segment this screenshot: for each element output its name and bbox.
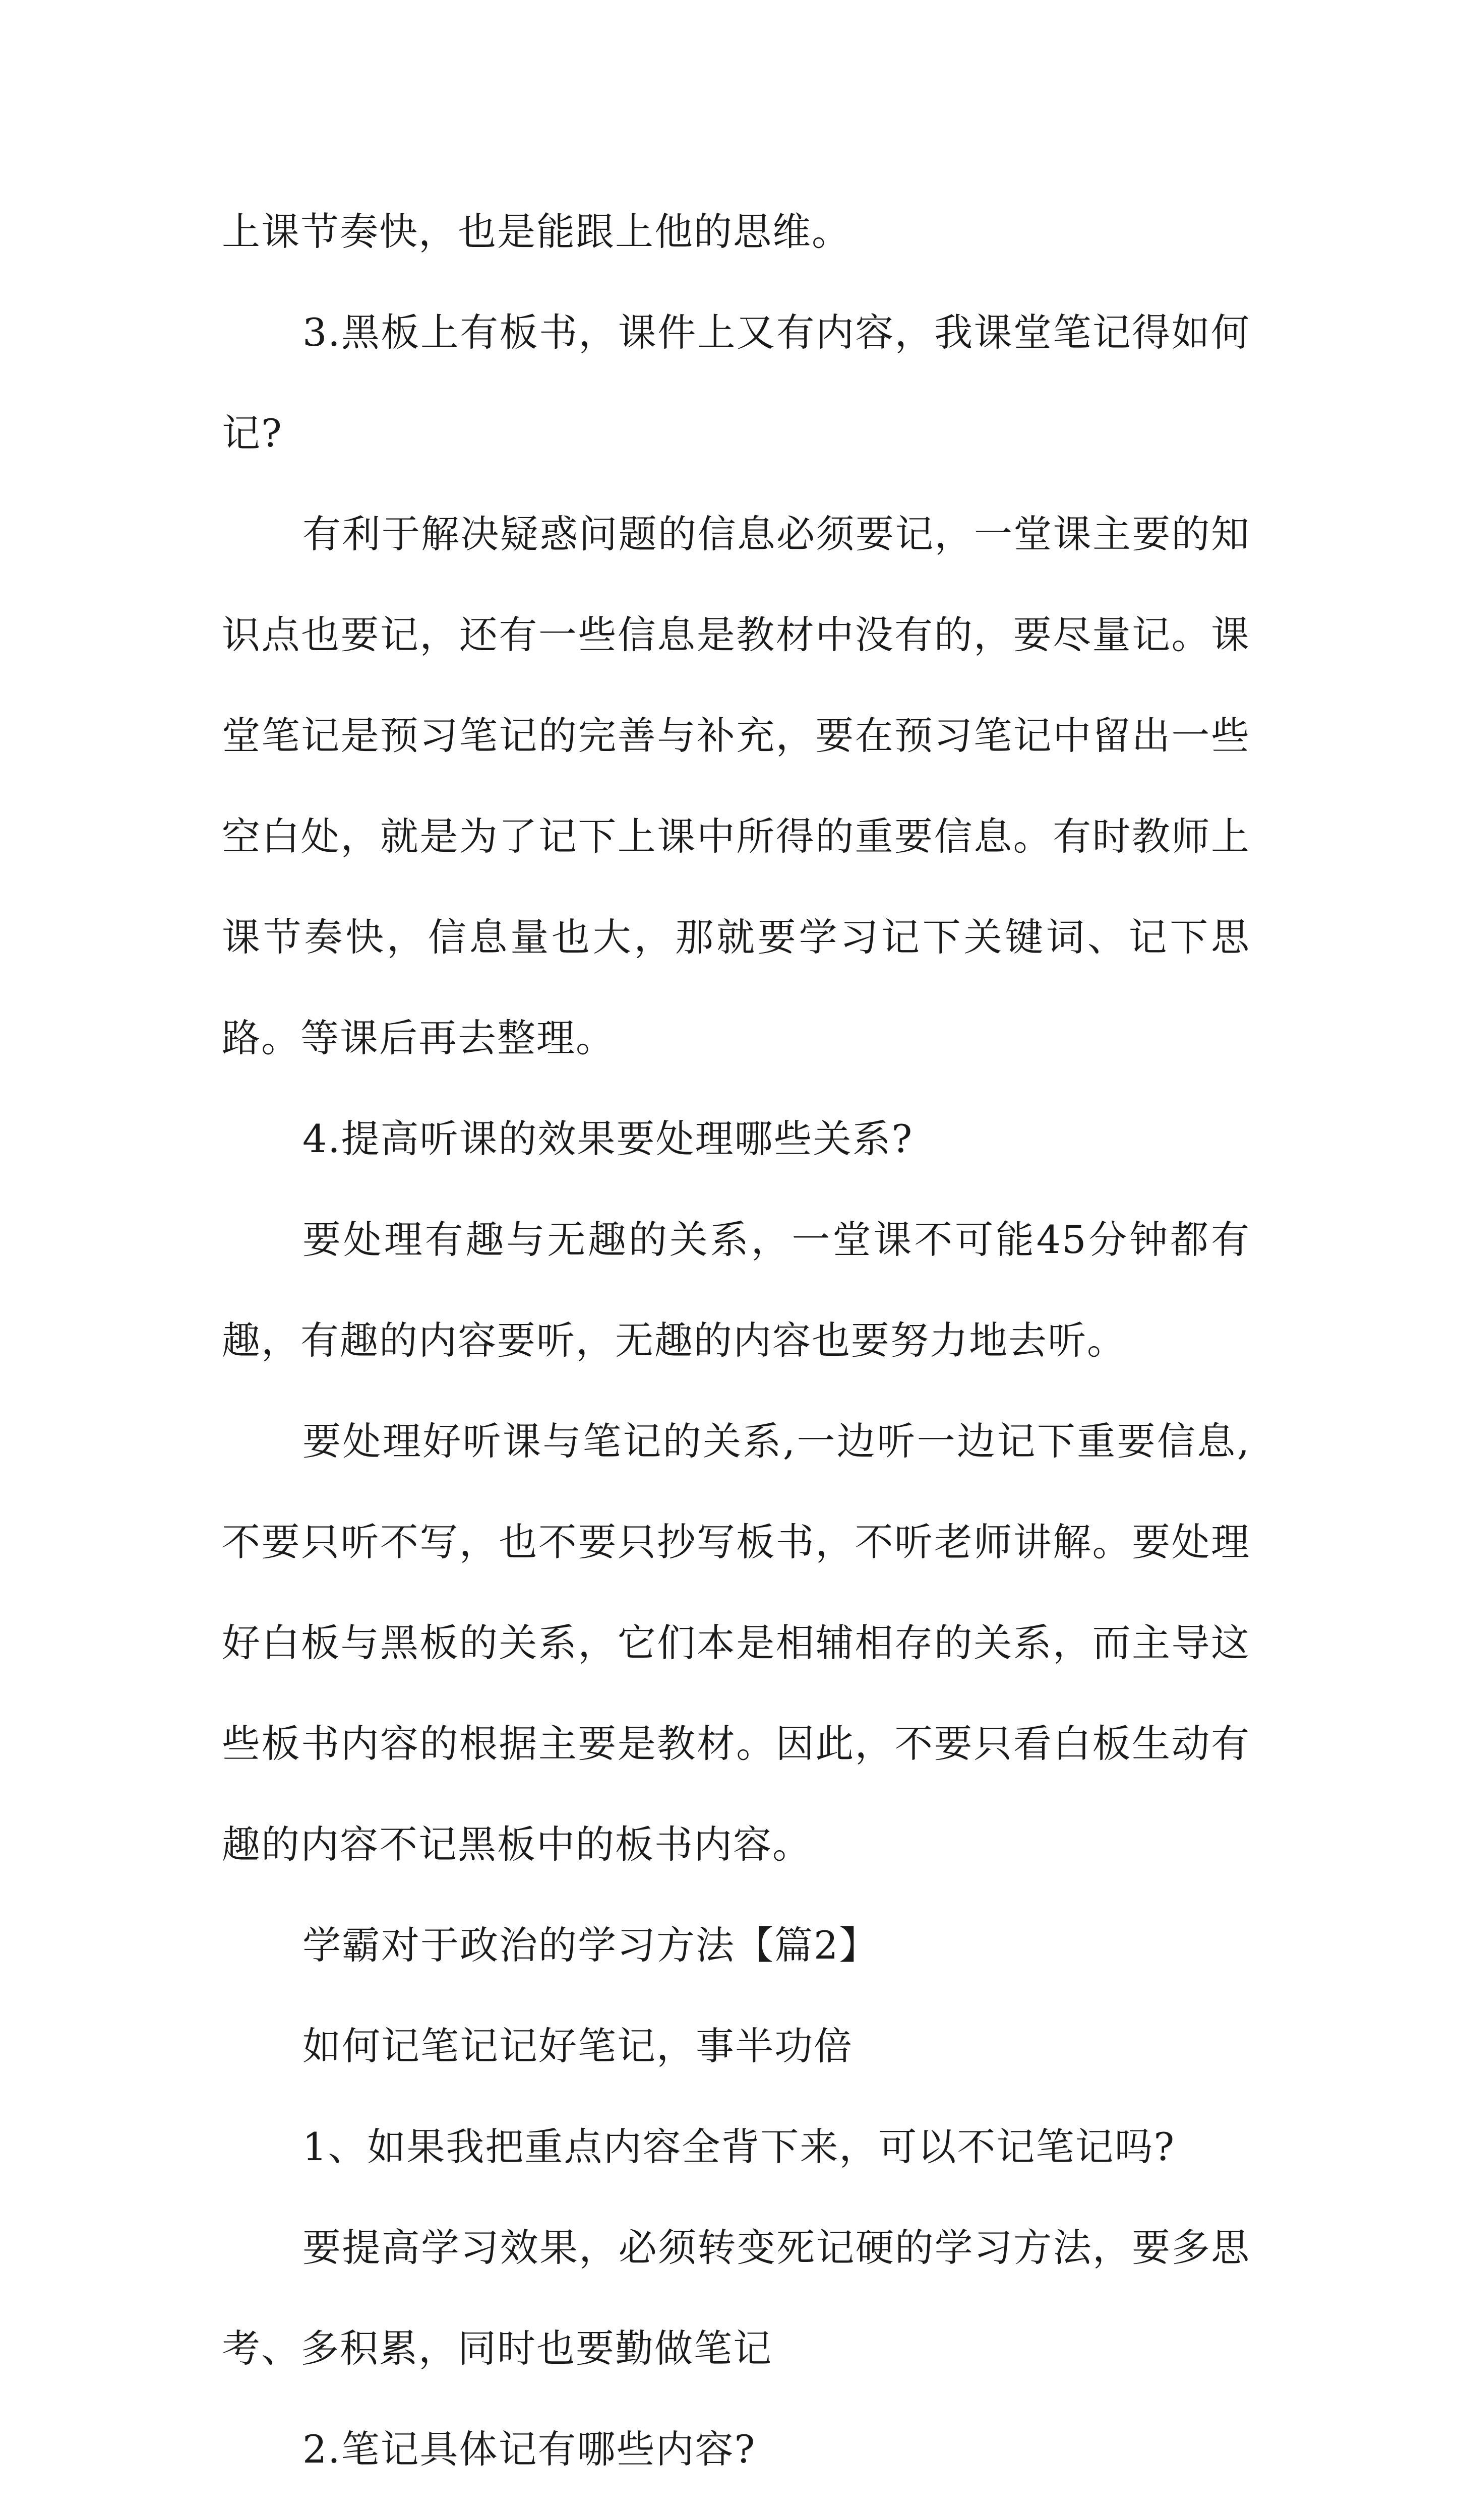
question-1-answer: 要提高学习效果，必须转变死记硬的学习方法，要多思考、多积累，同时也要勤做笔记 — [222, 2225, 1250, 2371]
question-4-answer-part-2: 要处理好听课与笔记的关系,一边听一边记下重要信息,不要只听不写，也不要只抄写板书，不听老师讲解。要处理好白板与黑板的关系，它们本是相辅相存的关系，而主导这些板书内容的根据主要是教材。因此，不要只看白板生动有趣的内容不记黑板中的板书内容。 — [222, 1419, 1250, 1867]
question-1-heading: 1、如果我把重点内容全背下来，可以不记笔记吗? — [302, 2124, 1176, 2169]
question-3-heading: 3.黑板上有板书，课件上又有内容，我课堂笔记得如何记? — [222, 310, 1250, 456]
question-4-heading: 4.提高听课的效果要处理哪些关系? — [302, 1116, 914, 1161]
paragraph-continuation: 上课节奏快，也是能跟上他的思维。 — [222, 209, 851, 254]
section-subtitle: 如何记笔记记好笔记，事半功倍 — [302, 2024, 853, 2068]
question-3-answer: 有利于解决疑惑问题的信息必须要记，一堂课主要的知识点也要记，还有一些信息是教材中没有的，要尽量记。课堂笔记是预习笔记的完善与补充，要在预习笔记中留出一些空白处，就是为了记下上课中所得的重要信息。有时教师上课节奏快，信息量也大，那就要学习记下关键词、记下思路。等课后再去整理。 — [222, 512, 1250, 1060]
document-body — [222, 181, 1250, 2520]
question-2-answer — [222, 2500, 1250, 2520]
section-title: 学霸对于政治的学习方法【篇2】 — [302, 1923, 879, 1968]
question-2-heading: 2.笔记具体记有哪些内容? — [302, 2427, 756, 2472]
question-4-answer-part-1: 要处理有趣与无趣的关系，一堂课不可能45分钟都有趣，有趣的内容要听，无趣的内容也要努力地去听。 — [222, 1217, 1250, 1363]
